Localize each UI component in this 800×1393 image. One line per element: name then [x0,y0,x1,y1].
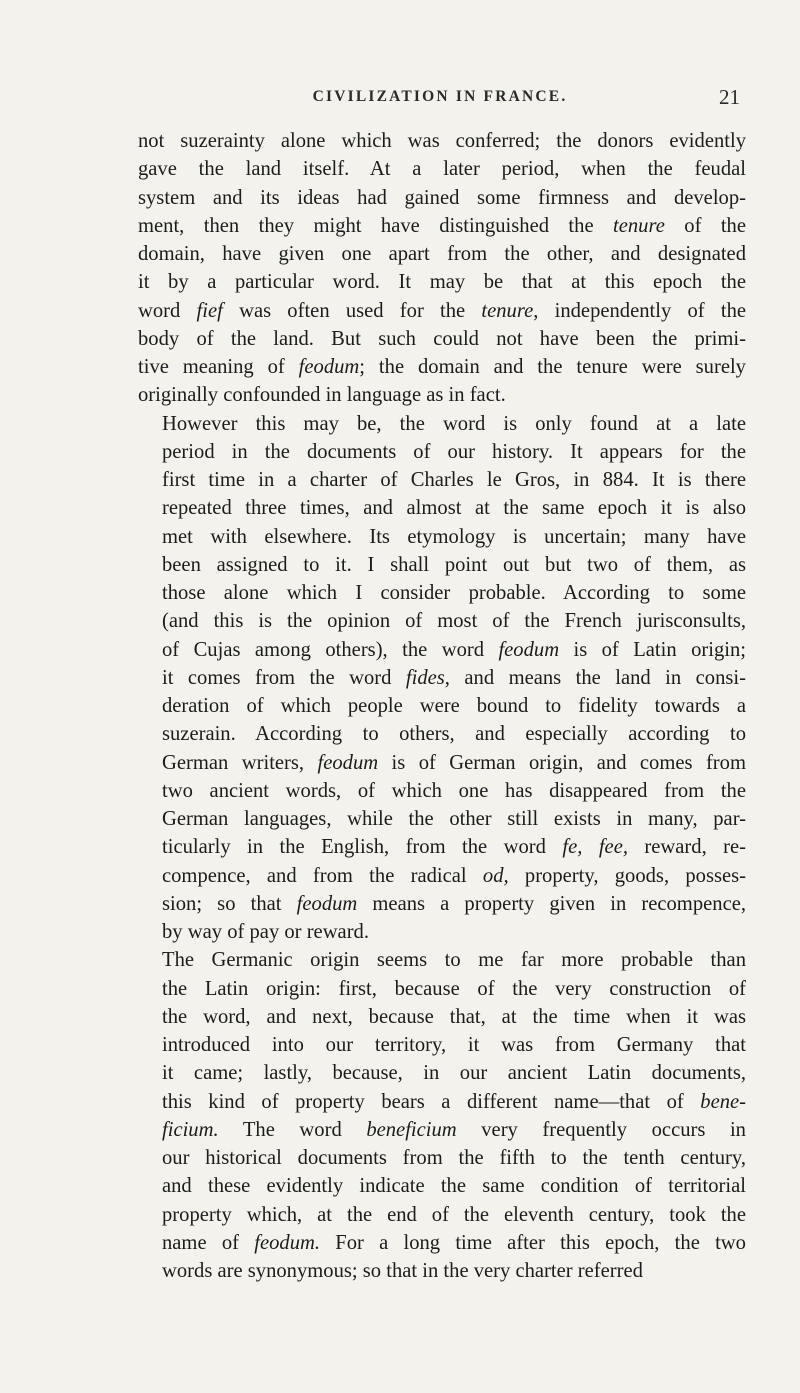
text-line: domain, have given one apart from the other, and designated [138,243,746,265]
text-line: been assigned to it. I shall point out but two of them, as [162,553,746,576]
text-line: by way of pay or reward. [162,921,370,943]
text-line: the Latin origin: first, because of the very construction of [162,977,746,1000]
text-line: The Germanic origin seems to me far more probable than [162,949,746,972]
text-line: it comes from the word fides, and means the land in consi- [162,666,746,689]
text-line: deration of which people were bound to fidelity towards a [162,695,746,717]
text-line: those alone which I consider probable. According to some [162,582,746,604]
paragraph-1 [138,127,746,410]
text-line: met with elsewhere. Its etymology is uncertain; many have [162,525,746,548]
text-line: of Cujas among others), the word feodum is of Latin origin; [162,638,746,661]
running-head [140,85,740,112]
page-number: 21 [719,85,740,109]
text-line: two ancient words, of which one has disappeared from the [162,779,746,802]
text-line: it came; lastly, because, in our ancient Latin documents, [162,1062,746,1085]
text-line: German languages, while the other still exists in many, par- [162,808,746,830]
text-line: system and its ideas had gained some firmness and develop- [138,186,746,209]
text-line: property which, at the end of the eleventh century, took the [162,1203,746,1226]
text-line: it by a particular word. It may be that at this epoch the [138,271,746,294]
text-line: originally confounded in language as in fact. [138,384,506,407]
body-text [138,127,746,1285]
text-line: ticularly in the English, from the word fe, fee, reward, re- [162,836,747,859]
text-line: suzerain. According to others, and especially according to [162,723,746,746]
text-line: However this may be, the word is only found at a late [162,412,746,435]
text-line: tive meaning of feodum; the domain and the tenure were surely [138,356,746,378]
text-line: name of feodum. For a long time after this epoch, the two [162,1231,746,1254]
text-line: German writers, feodum is of German origin, and comes from [162,751,746,774]
text-line: compence, and from the radical od, property, goods, posses- [162,864,746,887]
running-head-title: CIVILIZATION IN FRANCE. [312,88,568,105]
text-line: body of the land. But such could not have been the primi- [138,327,746,350]
text-line: sion; so that feodum means a property given in recompence, [162,892,746,915]
text-line: ment, then they might have distinguished the tenure of the [138,214,746,237]
text-line: and these evidently indicate the same condition of territorial [162,1175,746,1198]
text-line: repeated three times, and almost at the same epoch it is also [162,497,746,520]
text-line: introduced into our territory, it was from Germany that [162,1034,746,1056]
text-line: gave the land itself. At a later period, when the feudal [138,158,746,181]
text-line: words are synonymous; so that in the very charter referred [162,1260,643,1282]
text-line: not suzerainty alone which was conferred; the donors evidently [138,130,746,152]
text-line: the word, and next, because that, at the time when it was [162,1005,746,1028]
text-line: word fief was often used for the tenure, independently of the [138,299,747,322]
text-line: (and this is the opinion of most of the French jurisconsults, [162,610,746,633]
text-line: period in the documents of our history. It appears for the [162,440,746,463]
text-line: first time in a charter of Charles le Gros, in 884. It is there [162,469,746,491]
paragraph-3 [138,946,746,1285]
paragraph-2 [138,410,746,947]
text-line: our historical documents from the fifth to the tenth century, [162,1147,746,1169]
text-line: this kind of property bears a different name—that of bene- [162,1090,746,1113]
text-line: ficium. The word beneficium very frequently occurs in [162,1118,746,1141]
